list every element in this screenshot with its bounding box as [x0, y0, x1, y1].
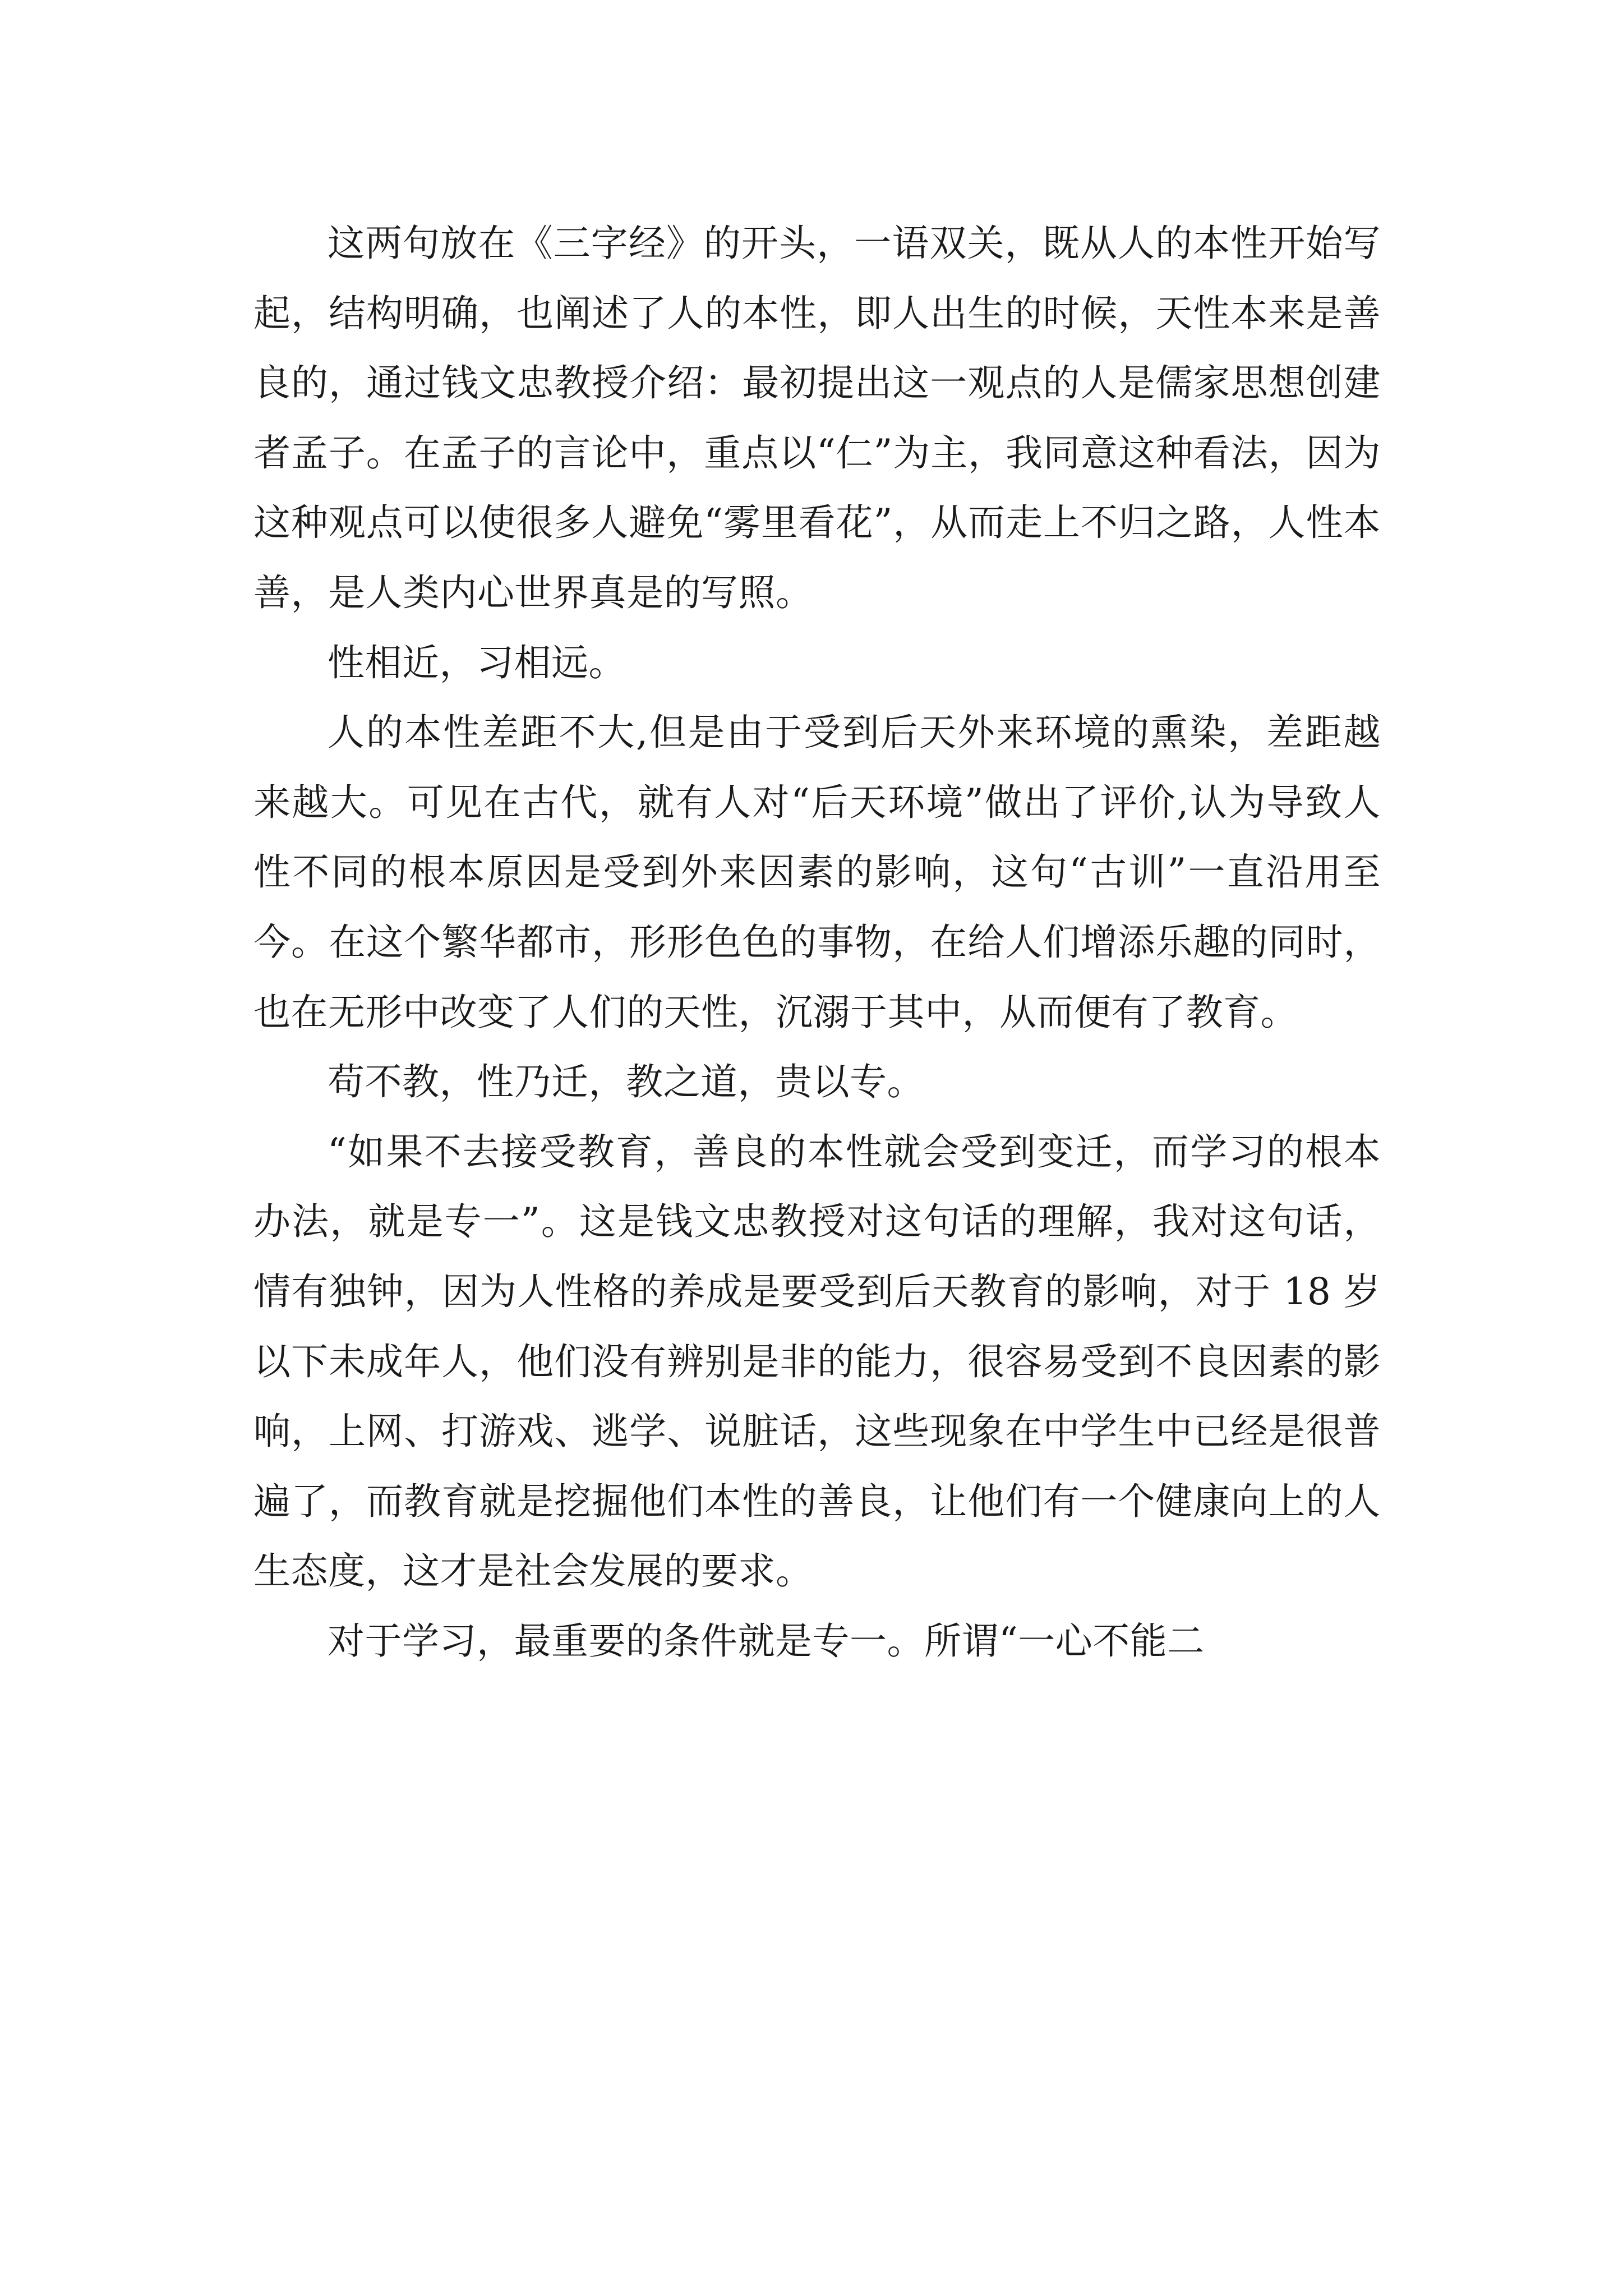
document-body — [253, 209, 1381, 1676]
paragraph-5: “如果不去接受教育，善良的本性就会受到变迁，而学习的根本办法，就是专一”。这是钱文忠教授对这句话的理解，我对这句话，情有独钟，因为人性格的养成是要受到后天教育的影响，对于 18 岁以下未成年人，他们没有辨别是非的能力，很容易受到不良因素的影响，上网、打游戏、逃学、说脏话，这些现象在中学生中已经是很普遍了，而教育就是挖掘他们本性的善良，让他们有一个健康向上的人生态度，这才是社会发展的要求。 — [253, 1130, 1381, 1593]
paragraph-2: 性相近，习相远。 — [328, 641, 626, 684]
paragraph-1: 这两句放在《三字经》的开头，一语双关，既从人的本性开始写起，结构明确，也阐述了人的本性，即人出生的时候，天性本来是善良的，通过钱文忠教授介绍：最初提出这一观点的人是儒家思想创建者孟子。在孟子的言论中，重点以“仁”为主，我同意这种看法，因为这种观点可以使很多人避免“雾里看花”，从而走上不归之路，人性本善，是人类内心世界真是的写照。 — [253, 222, 1381, 614]
paragraph-3: 人的本性差距不大,但是由于受到后天外来环境的熏染，差距越来越大。可见在古代，就有人对“后天环境”做出了评价,认为导致人性不同的根本原因是受到外来因素的影响，这句“古训”一直沿用至今。在这个繁华都市，形形色色的事物，在给人们增添乐趣的同时，也在无形中改变了人们的天性，沉溺于其中，从而便有了教育。 — [253, 711, 1381, 1034]
paragraph-4: 苟不教，性乃迁，教之道，贵以专。 — [328, 1060, 924, 1104]
paragraph-6: 对于学习，最重要的条件就是专一。所谓“一心不能二 — [328, 1619, 1205, 1663]
